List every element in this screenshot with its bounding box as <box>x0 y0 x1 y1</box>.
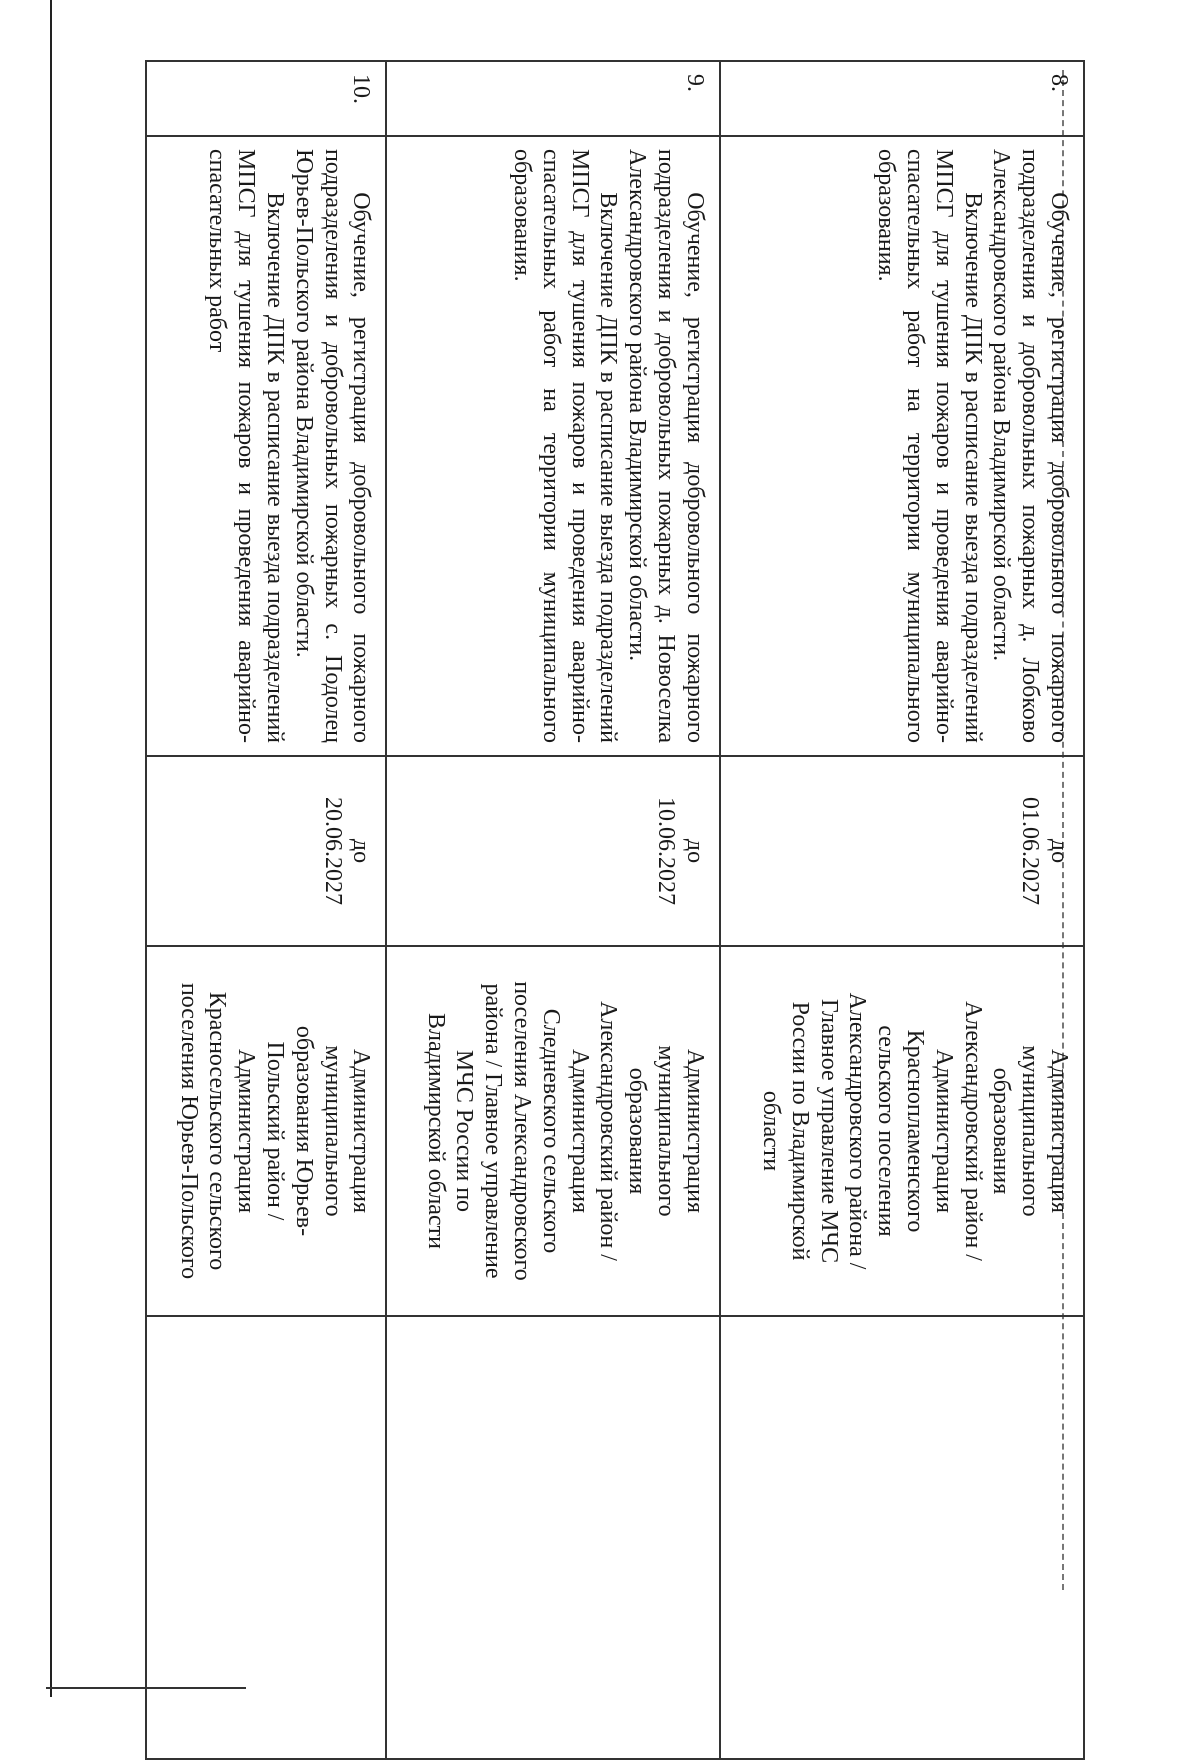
responsible-line: Администрация <box>681 1048 708 1214</box>
responsible-line: района / Главное управление <box>480 983 507 1279</box>
responsible-line: России по Владимирской <box>786 1001 813 1261</box>
responsible-line: муниципального <box>319 1045 346 1217</box>
description-paragraph: Включение ДПК в расписание выезда подразделений МПСГ для тушения пожаров и проведения аварийно-спасательных работ на территории муниципального образования. <box>508 149 622 743</box>
notes-cell <box>146 1316 386 1759</box>
deadline-date: 01.06.2027 <box>1017 797 1044 905</box>
row-number: 8. <box>720 61 1084 136</box>
responsible <box>386 946 719 1316</box>
responsible-line: МЧС России по <box>451 1049 478 1213</box>
deadline-prefix: до <box>348 838 375 864</box>
binding-margin-line <box>50 0 52 1697</box>
table-row <box>386 61 719 1759</box>
responsible-line: Владимирской области <box>422 1013 449 1249</box>
responsible-line: Польский район / <box>262 1041 289 1221</box>
responsible-line: Краснопламенского <box>902 1029 929 1233</box>
responsible <box>146 946 386 1316</box>
notes-cell <box>720 1316 1084 1759</box>
measure-description <box>720 136 1084 756</box>
deadline-prefix: до <box>1046 838 1072 864</box>
row-number: 9. <box>386 61 719 136</box>
responsible-line: Главное управление МЧС <box>815 998 842 1264</box>
responsible-line: образования Юрьев- <box>290 1025 317 1237</box>
responsible-line: Администрация <box>566 1048 593 1214</box>
responsible-line: поселения Юрьев-Польского <box>175 982 202 1280</box>
deadline-date: 10.06.2027 <box>652 797 679 905</box>
table-row <box>720 61 1084 1759</box>
deadline-date: 20.06.2027 <box>319 797 346 905</box>
responsible-line: области <box>758 1090 785 1172</box>
deadline <box>146 756 386 946</box>
responsible-line: Красносельского сельского <box>204 991 231 1271</box>
deadline-prefix: до <box>681 838 708 864</box>
responsible-line: сельского поселения <box>873 1025 900 1237</box>
description-paragraph: Включение ДПК в расписание выезда подразделений МПСГ для тушения пожаров и проведения аварийно-спасательных работ на территории муниципального образования. <box>873 149 986 743</box>
measure-description <box>386 136 719 756</box>
responsible-line: Администрация <box>233 1048 260 1214</box>
rotated-page <box>145 60 1085 1760</box>
measure-description <box>146 136 386 756</box>
description-paragraph: Обучение, регистрация добровольного пожарного подразделения и добровольных пожарных с. Подолец Юрьев-Польского района Владимирской области. <box>290 149 375 743</box>
responsible-line: Администрация <box>1046 1048 1072 1214</box>
responsible-line: образования <box>624 1067 651 1195</box>
responsible-line: Администрация <box>930 1048 957 1214</box>
description-paragraph: Включение ДПК в расписание выезда подразделений МПСГ для тушения пожаров и проведения аварийно-спасательных работ <box>204 149 289 743</box>
table-row <box>146 61 386 1759</box>
responsible-line: муниципального <box>652 1045 679 1217</box>
responsible-line: Александровского района / <box>844 992 871 1270</box>
description-paragraph: Обучение, регистрация добровольного пожарного подразделения и добровольных пожарных д. Новоселка Александровского района Владимирской области. <box>624 149 708 743</box>
responsible-line: образования <box>988 1067 1015 1195</box>
responsible-line: муниципального <box>1017 1045 1044 1217</box>
responsible-line: Александровский район / <box>595 1001 622 1261</box>
notes-cell <box>386 1316 719 1759</box>
measures-table <box>145 60 1085 1760</box>
responsible-line: Администрация <box>348 1048 375 1214</box>
description-paragraph: Обучение, регистрация добровольного пожарного подразделения и добровольных пожарных д. Лобково Александровского района Владимирской области. <box>988 149 1072 743</box>
deadline <box>720 756 1084 946</box>
responsible <box>720 946 1084 1316</box>
responsible-line: Александровский район / <box>959 1001 986 1261</box>
responsible-line: поселения Александровского <box>508 981 535 1281</box>
row-number: 10. <box>146 61 386 136</box>
deadline <box>386 756 719 946</box>
responsible-line: Следневского сельского <box>537 1008 564 1254</box>
